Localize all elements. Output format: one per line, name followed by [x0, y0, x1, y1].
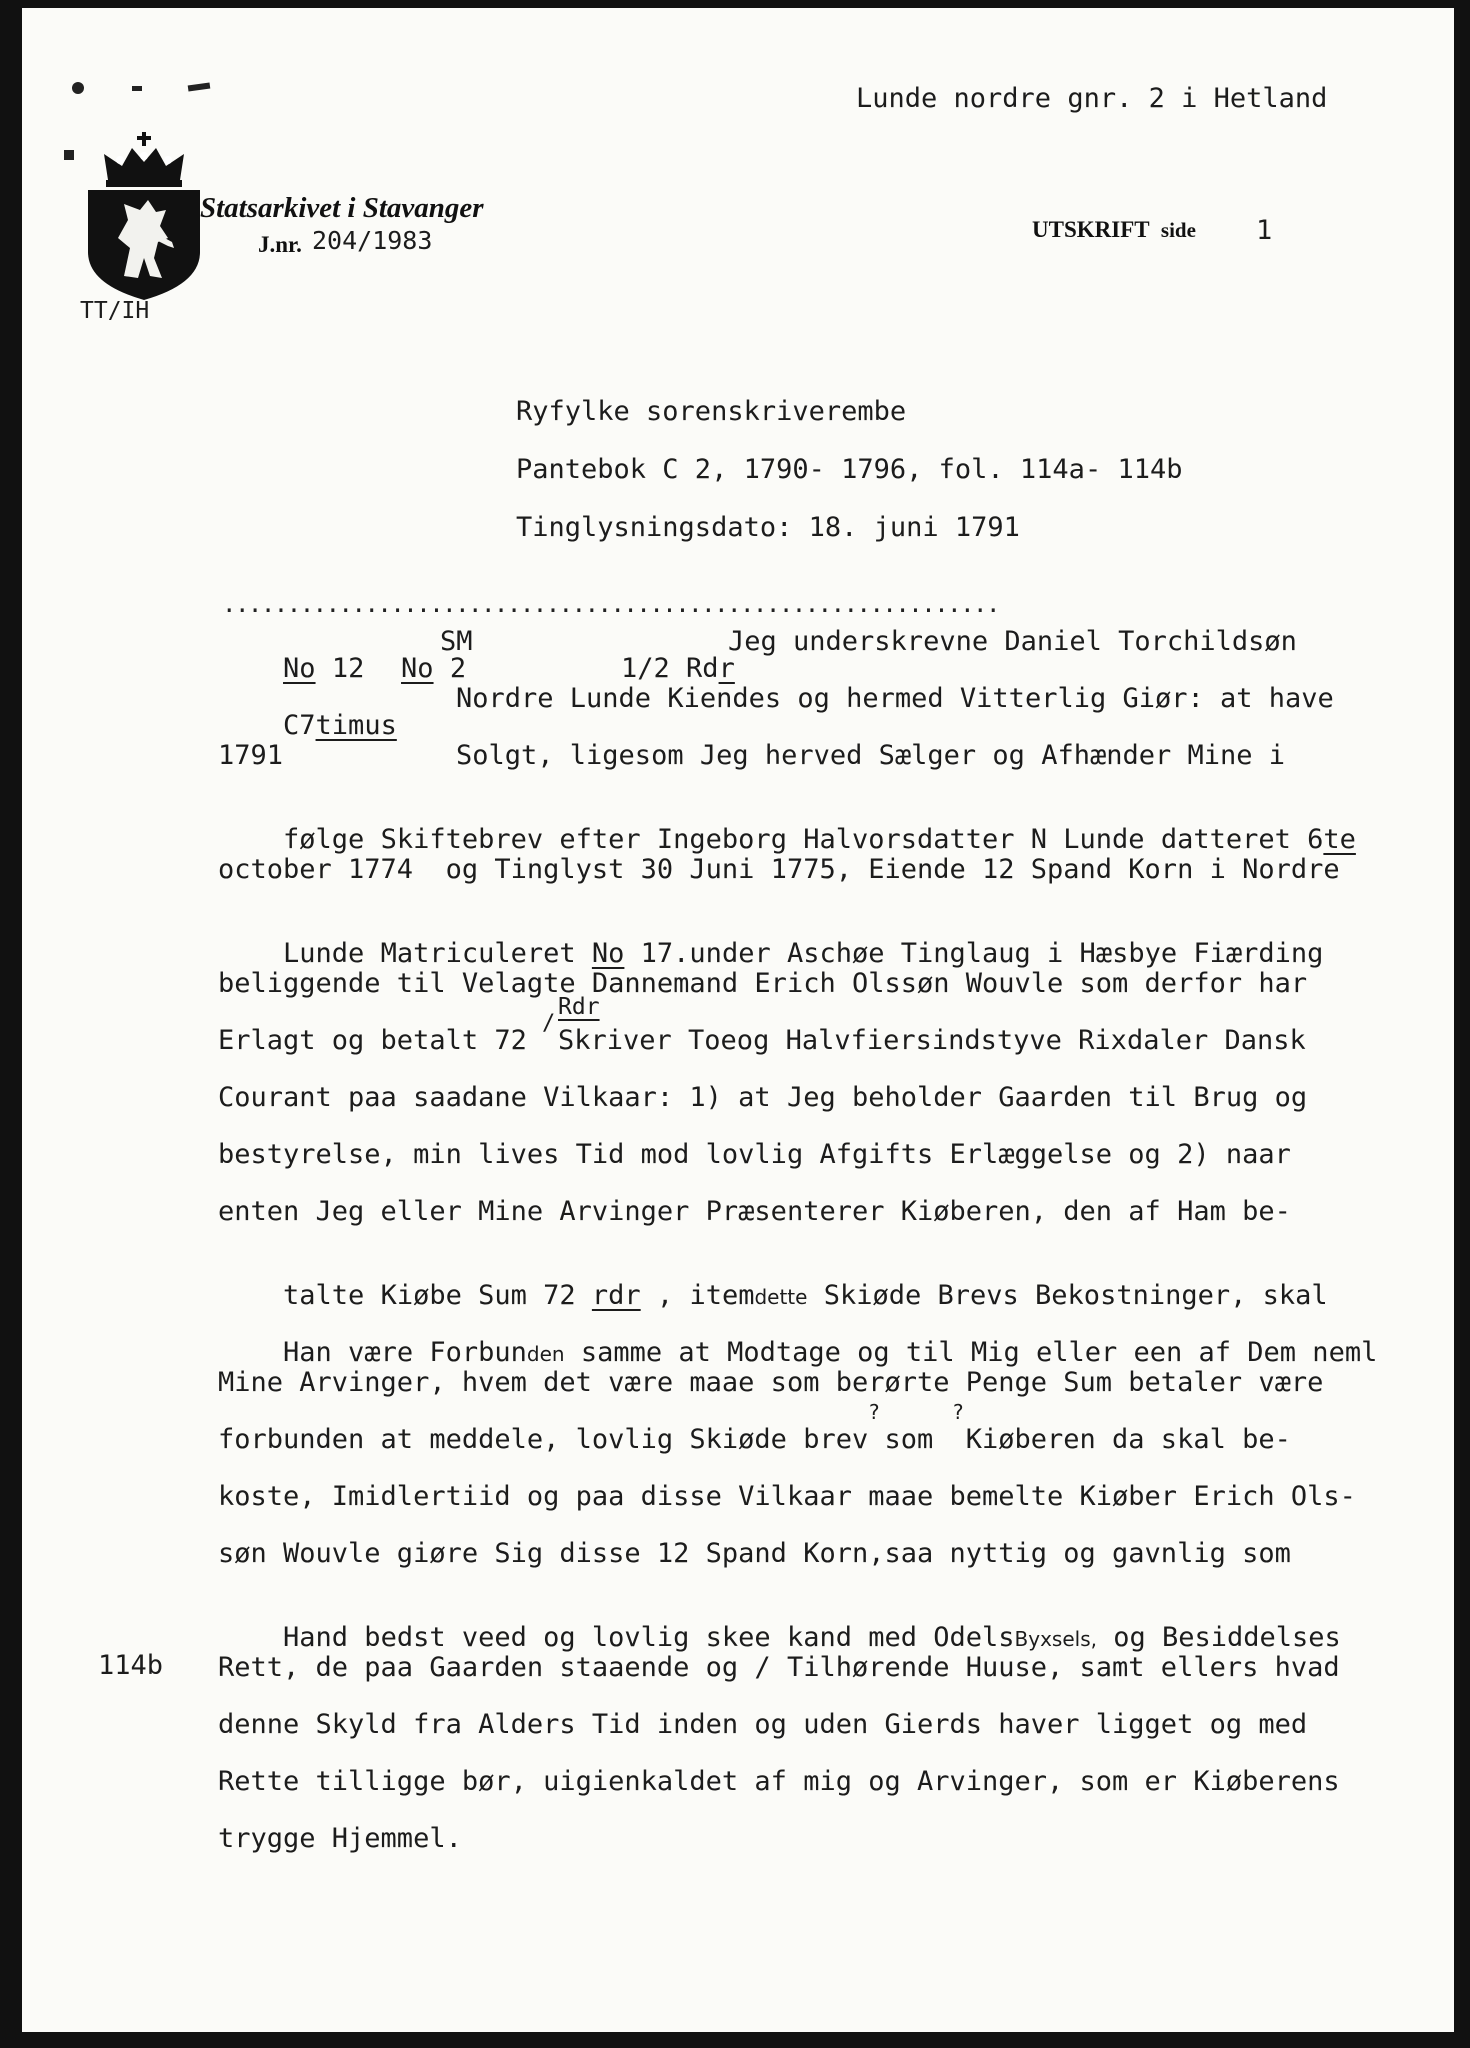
separator-line: ............................................................ — [222, 590, 999, 618]
handwritten-insert: Byxsels, — [1014, 1627, 1097, 1651]
property-title: Lunde nordre gnr. 2 i Hetland — [856, 83, 1328, 114]
timus-text: timus — [315, 710, 397, 741]
archive-name: Statsarkivet i Stavanger — [200, 192, 484, 224]
body-line-9: Courant paa saadane Vilkaar: 1) at Jeg beholder Gaarden til Brug og — [218, 1082, 1308, 1113]
line-text: og Besiddelses — [1096, 1622, 1341, 1653]
initials: TT/IH — [80, 298, 150, 324]
amount-tail: r — [718, 653, 735, 684]
body-line-22: trygge Hjemmel. — [218, 1823, 462, 1854]
page-number: 1 — [1256, 215, 1273, 246]
body-line-16: koste, Imidlertiid og paa disse Vilkaar maae bemelte Kiøber Erich Ols- — [218, 1481, 1356, 1512]
jnr-label: J.nr. — [258, 232, 302, 257]
ink-smudge — [188, 82, 211, 91]
body-line-15: forbunden at meddele, lovlig Skiøde brev som Kiøberen da skal be- — [218, 1424, 1291, 1455]
line-text: samme at Modtage og til Mig eller een af Dem neml — [564, 1337, 1378, 1368]
body-line-21: Rette tilligge bør, uigienkaldet af mig og Arvinger, som er Kiøberens — [218, 1766, 1340, 1797]
body-line-7: beliggende til Velagte Dannemand Erich Olssøn Wouvle som derfor har — [218, 968, 1308, 999]
line-text: følge Skiftebrev efter Ingeborg Halvorsdatter N Lunde datteret 6 — [283, 824, 1324, 855]
ink-smudge — [132, 86, 142, 91]
margin-sm: SM — [440, 626, 473, 657]
body-line-8b: Skriver Toeog Halvfiersindstyve Rixdaler Dansk — [558, 1025, 1306, 1056]
no-label: No — [283, 653, 316, 684]
handwritten-insert: dette — [754, 1285, 808, 1309]
body-line-5: october 1774 og Tinglyst 30 Juni 1775, Eiende 12 Spand Korn i Nordre — [218, 854, 1340, 885]
utskrift-word: UTSKRIFT — [1032, 217, 1150, 242]
body-line-14: Mine Arvinger, hvem det være maae som berørte Penge Sum betaler være — [218, 1367, 1324, 1398]
body-line-17: søn Wouvle giøre Sig disse 12 Spand Korn,saa nyttig og gavnlig som — [218, 1538, 1291, 1569]
jnr-value: 204/1983 — [312, 226, 433, 255]
body-line-20: denne Skyld fra Alders Tid inden og uden Gierds haver ligget og med — [218, 1709, 1308, 1740]
body-line-3: Solgt, ligesom Jeg herved Sælger og Afhænder Mine i — [456, 740, 1286, 771]
line-text-underlined: te — [1323, 824, 1356, 855]
document-page — [22, 8, 1454, 2032]
line-text: Skiøde Brevs Bekostninger, skal — [807, 1280, 1328, 1311]
amount-text: 1/2 Rd — [621, 653, 719, 684]
no-value: 2 — [449, 653, 467, 684]
slash-mark: / — [542, 1011, 556, 1036]
no-label: No — [401, 653, 434, 684]
rdr-superscript: Rdr — [558, 994, 600, 1020]
body-line-1: Jeg underskrevne Daniel Torchildsøn — [728, 626, 1297, 657]
line-text-underlined: No — [591, 938, 625, 969]
body-line-10: bestyrelse, min lives Tid mod lovlig Afgifts Erlæggelse og 2) naar — [218, 1139, 1291, 1170]
query-mark-1: ? — [868, 1400, 881, 1424]
line-text: Han være Forbun — [283, 1337, 527, 1368]
source-volume: Pantebok C 2, 1790- 1796, fol. 114a- 114b — [516, 454, 1183, 485]
line-text: 17.under Aschøe Tinglaug i Hæsbye Fiærding — [624, 938, 1324, 969]
source-district: Ryfylke sorenskriverembe — [516, 396, 907, 427]
ink-smudge — [64, 150, 74, 160]
line-text: , item — [640, 1280, 755, 1311]
body-line-8a: Erlagt og betalt 72 — [218, 1025, 527, 1056]
c7-text: C7 — [283, 710, 316, 741]
side-word: side — [1160, 218, 1196, 242]
margin-year: 1791 — [218, 740, 284, 771]
margin-folio: 114b — [98, 1650, 164, 1681]
query-mark-2: ? — [952, 1400, 965, 1424]
body-line-2: Nordre Lunde Kiendes og hermed Vitterlig Giør: at have — [456, 683, 1334, 714]
body-line-11: enten Jeg eller Mine Arvinger Præsenterer Kiøberen, den af Ham be- — [218, 1196, 1291, 1227]
line-text: Hand bedst veed og lovlig skee kand med Odels — [283, 1622, 1015, 1653]
body-line-19: Rett, de paa Gaarden staaende og / Tilhørende Huuse, samt ellers hvad — [218, 1652, 1340, 1683]
ink-smudge — [72, 82, 84, 94]
handwritten-insert: den — [526, 1342, 565, 1366]
source-date: Tinglysningsdato: 18. juni 1791 — [516, 512, 1020, 543]
coat-of-arms-icon — [84, 130, 204, 302]
no-value: 12 — [331, 653, 365, 684]
line-text: Lunde Matriculeret — [283, 938, 592, 969]
line-text-underlined: rdr — [591, 1280, 641, 1311]
utskrift-label — [1032, 218, 1196, 241]
line-text: talte Kiøbe Sum 72 — [283, 1280, 592, 1311]
